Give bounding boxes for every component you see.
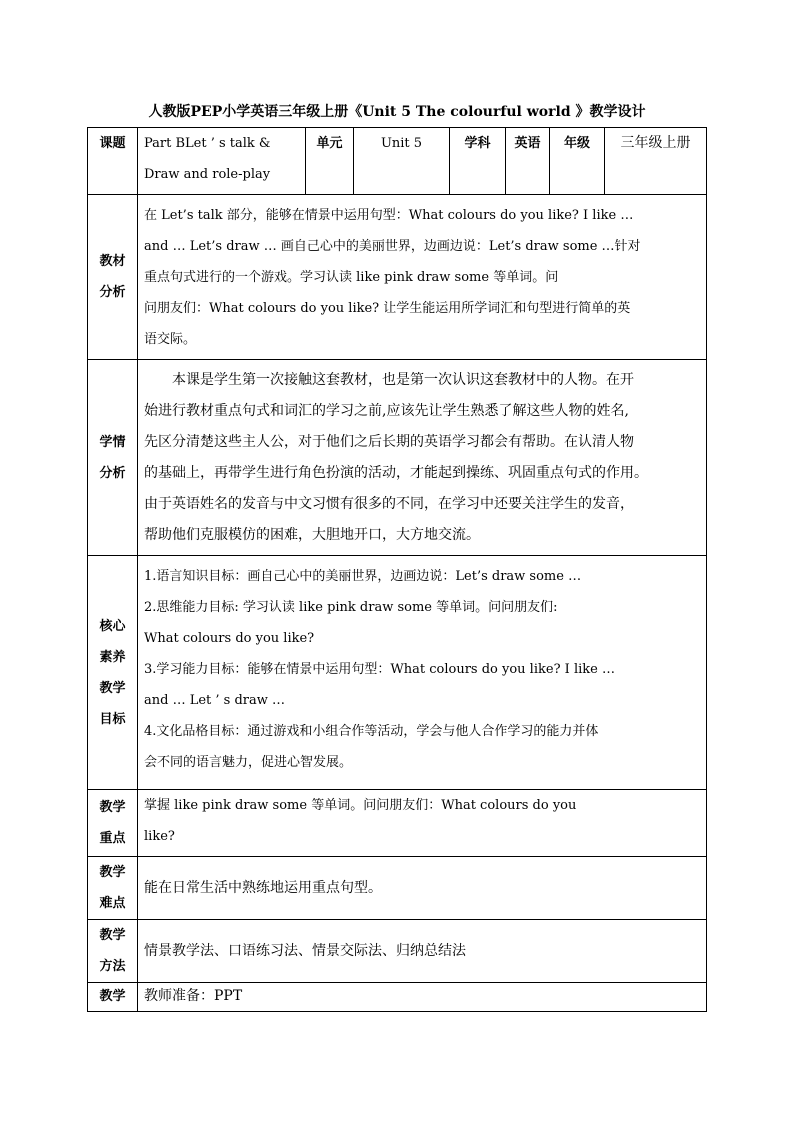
difficulties-label: 教学 难点 [88, 857, 138, 920]
material-label: 教材 分析 [88, 195, 138, 360]
lesson-plan-table [87, 127, 707, 1012]
subject-label: 学科 [450, 128, 506, 195]
difficulties-content: 能在日常生活中熟练地运用重点句型。 [138, 857, 707, 920]
goals-row [88, 556, 707, 790]
difficulties-row [88, 857, 707, 920]
header-row [88, 128, 707, 195]
prep-content: 教师准备：PPT [138, 983, 707, 1012]
material-row [88, 195, 707, 360]
topic-line-1: Part BLet ’ s talk & [144, 136, 271, 151]
key-points-label: 教学 重点 [88, 790, 138, 857]
methods-label: 教学 方法 [88, 920, 138, 983]
methods-content: 情景教学法、口语练习法、情景交际法、归纳总结法 [138, 920, 707, 983]
unit-label: 单元 [306, 128, 354, 195]
topic-value [138, 128, 306, 195]
unit-value: Unit 5 [354, 128, 450, 195]
material-content: 在 Let’s talk 部分，能够在情景中运用句型：What colours do you like? I like … and … Let’s draw … 画自己心中的美丽世界，边画边说：Let’s draw some …针对 重点句式进行的一个游戏。学习认读 like pink draw some 等单词。问 问朋友们：What colours do you like? 让学生能运用所学词汇和句型进行简单的英 语交际。 [138, 195, 707, 360]
topic-label: 课题 [88, 128, 138, 195]
topic-line-2: Draw and role-play [144, 167, 271, 182]
goals-content: 1.语言知识目标：画自己心中的美丽世界，边画边说：Let’s draw some … 2.思维能力目标: 学习认读 like pink draw some 等单词。问问朋友们: What colours do you like? 3.学习能力目标：能够在情景中运用句型：What colours do you like? I like … and … Let ’ s draw … 4.文化品格目标：通过游戏和小组合作等活动，学会与他人合作学习的能力并体 会不同的语言魅力，促进心智发展。 [138, 556, 707, 790]
goals-label: 核心 素养 教学 目标 [88, 556, 138, 790]
grade-label: 年级 [550, 128, 605, 195]
page-title: 人教版PEP小学英语三年级上册《Unit 5 The colourful world 》教学设计 [148, 104, 646, 120]
students-label: 学情 分析 [88, 360, 138, 556]
prep-row [88, 983, 707, 1012]
methods-row [88, 920, 707, 983]
grade-value: 三年级上册 [605, 128, 707, 195]
subject-value: 英语 [506, 128, 550, 195]
key-points-content: 掌握 like pink draw some 等单词。问问朋友们：What colours do you like? [138, 790, 707, 857]
key-points-row [88, 790, 707, 857]
prep-label: 教学 [88, 983, 138, 1012]
students-row [88, 360, 707, 556]
students-content: 本课是学生第一次接触这套教材，也是第一次认识这套教材中的人物。在开 始进行教材重点句式和词汇的学习之前,应该先让学生熟悉了解这些人物的姓名, 先区分清楚这些主人公，对于他们之后长期的英语学习都会有帮助。在认清人物 的基础上，再带学生进行角色扮演的活动，才能起到操练、巩固重点句式的作用。 由于英语姓名的发音与中文习惯有很多的不同，在学习中还要关注学生的发音， 帮助他们克服模仿的困难，大胆地开口，大方地交流。 [138, 360, 707, 556]
